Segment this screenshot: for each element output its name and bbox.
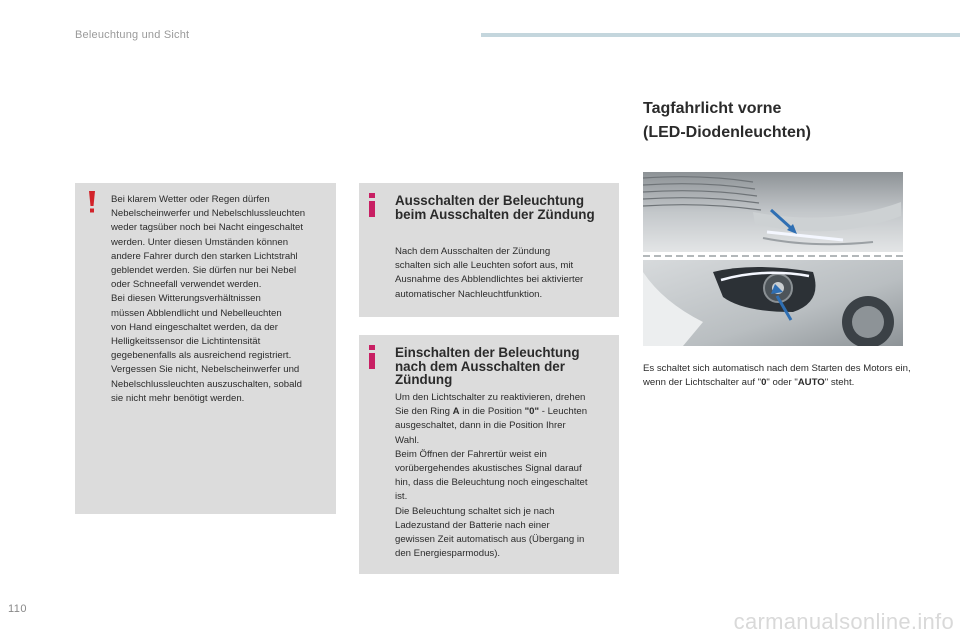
auto-label: AUTO [797, 377, 825, 389]
body-text: " steht. [824, 377, 855, 389]
info-body: Nach dem Ausschalten der Zündung schalten sich alle Leuchten sofort aus, mit Ausnahme des Abblendlichtes bei aktivierter automatischer Nachleuchtfunktion. [395, 246, 584, 300]
body-text: " oder " [766, 377, 798, 389]
ring-label: A [452, 406, 460, 418]
section-title [643, 97, 943, 145]
warning-box [75, 183, 336, 514]
exclamation-icon [87, 191, 97, 213]
section-title-line: Tagfahrlicht vorne [643, 100, 782, 117]
section-text [643, 362, 913, 390]
car-headlight-photo [643, 172, 903, 346]
info-box-lights-off [359, 183, 619, 317]
info-title: Ausschalten der Beleuchtung beim Ausschalten der Zündung [395, 193, 595, 222]
warning-text: Bei klarem Wetter oder Regen dürfen Nebelscheinwerfer und Nebelschlussleuchten weder tagsüber noch bei Nacht eingeschaltet werden. Unter diesen Umständen können andere Fahrer durch den starken Lichtstrahl geblendet werden. Sie dürfen nur bei Nebel oder Schneefall verwendet werden. Bei diesen Witterungsverhältnissen müssen Abblendlicht und Nebelleuchten von Hand eingeschaltet werden, da der Helligkeitssensor die Lichtintensität gegebenenfalls als ausreichend registriert. Vergessen Sie nicht, Nebelscheinwerfer und Nebelschlussleuchten auszuschalten, sobald sie nicht mehr benötigt werden. [111, 194, 306, 404]
section-title-line: (LED-Diodenleuchten) [643, 124, 811, 141]
body-text: in die Position [459, 406, 525, 418]
page-number: 110 [8, 603, 28, 615]
body-text: Um den Lichtschalter zu reaktivieren, drehen Sie den Ring [395, 392, 586, 418]
watermark: carmanualsonline.info [733, 609, 954, 634]
body-text: - Leuchten ausgeschaltet, dann in die Position Ihrer Wahl. Beim Öffnen der Fahrertür weist ein vorübergehendes akustisches Signal darauf hin, dass die Beleuchtung noch eingeschaltet ist. Die Beleuchtung schaltet sich je nach Ladezustand der Batterie nach einer gewissen Zeit automatisch aus (Übergang in den Energiesparmodus). [395, 406, 588, 560]
info-body [395, 391, 615, 561]
position-label: 0 [761, 377, 767, 389]
header-accent-bar [481, 33, 960, 37]
position-label: "0" [524, 406, 540, 418]
section-header-label: Beleuchtung und Sicht [75, 29, 190, 41]
info-icon [367, 193, 377, 217]
info-title: Einschalten der Beleuchtung nach dem Ausschalten der Zündung [395, 345, 580, 388]
body-text: Es schaltet sich automatisch nach dem Starten des Motors ein, wenn der Lichtschalter auf " [643, 363, 911, 389]
info-icon [367, 345, 377, 369]
info-box-lights-on [359, 335, 619, 574]
